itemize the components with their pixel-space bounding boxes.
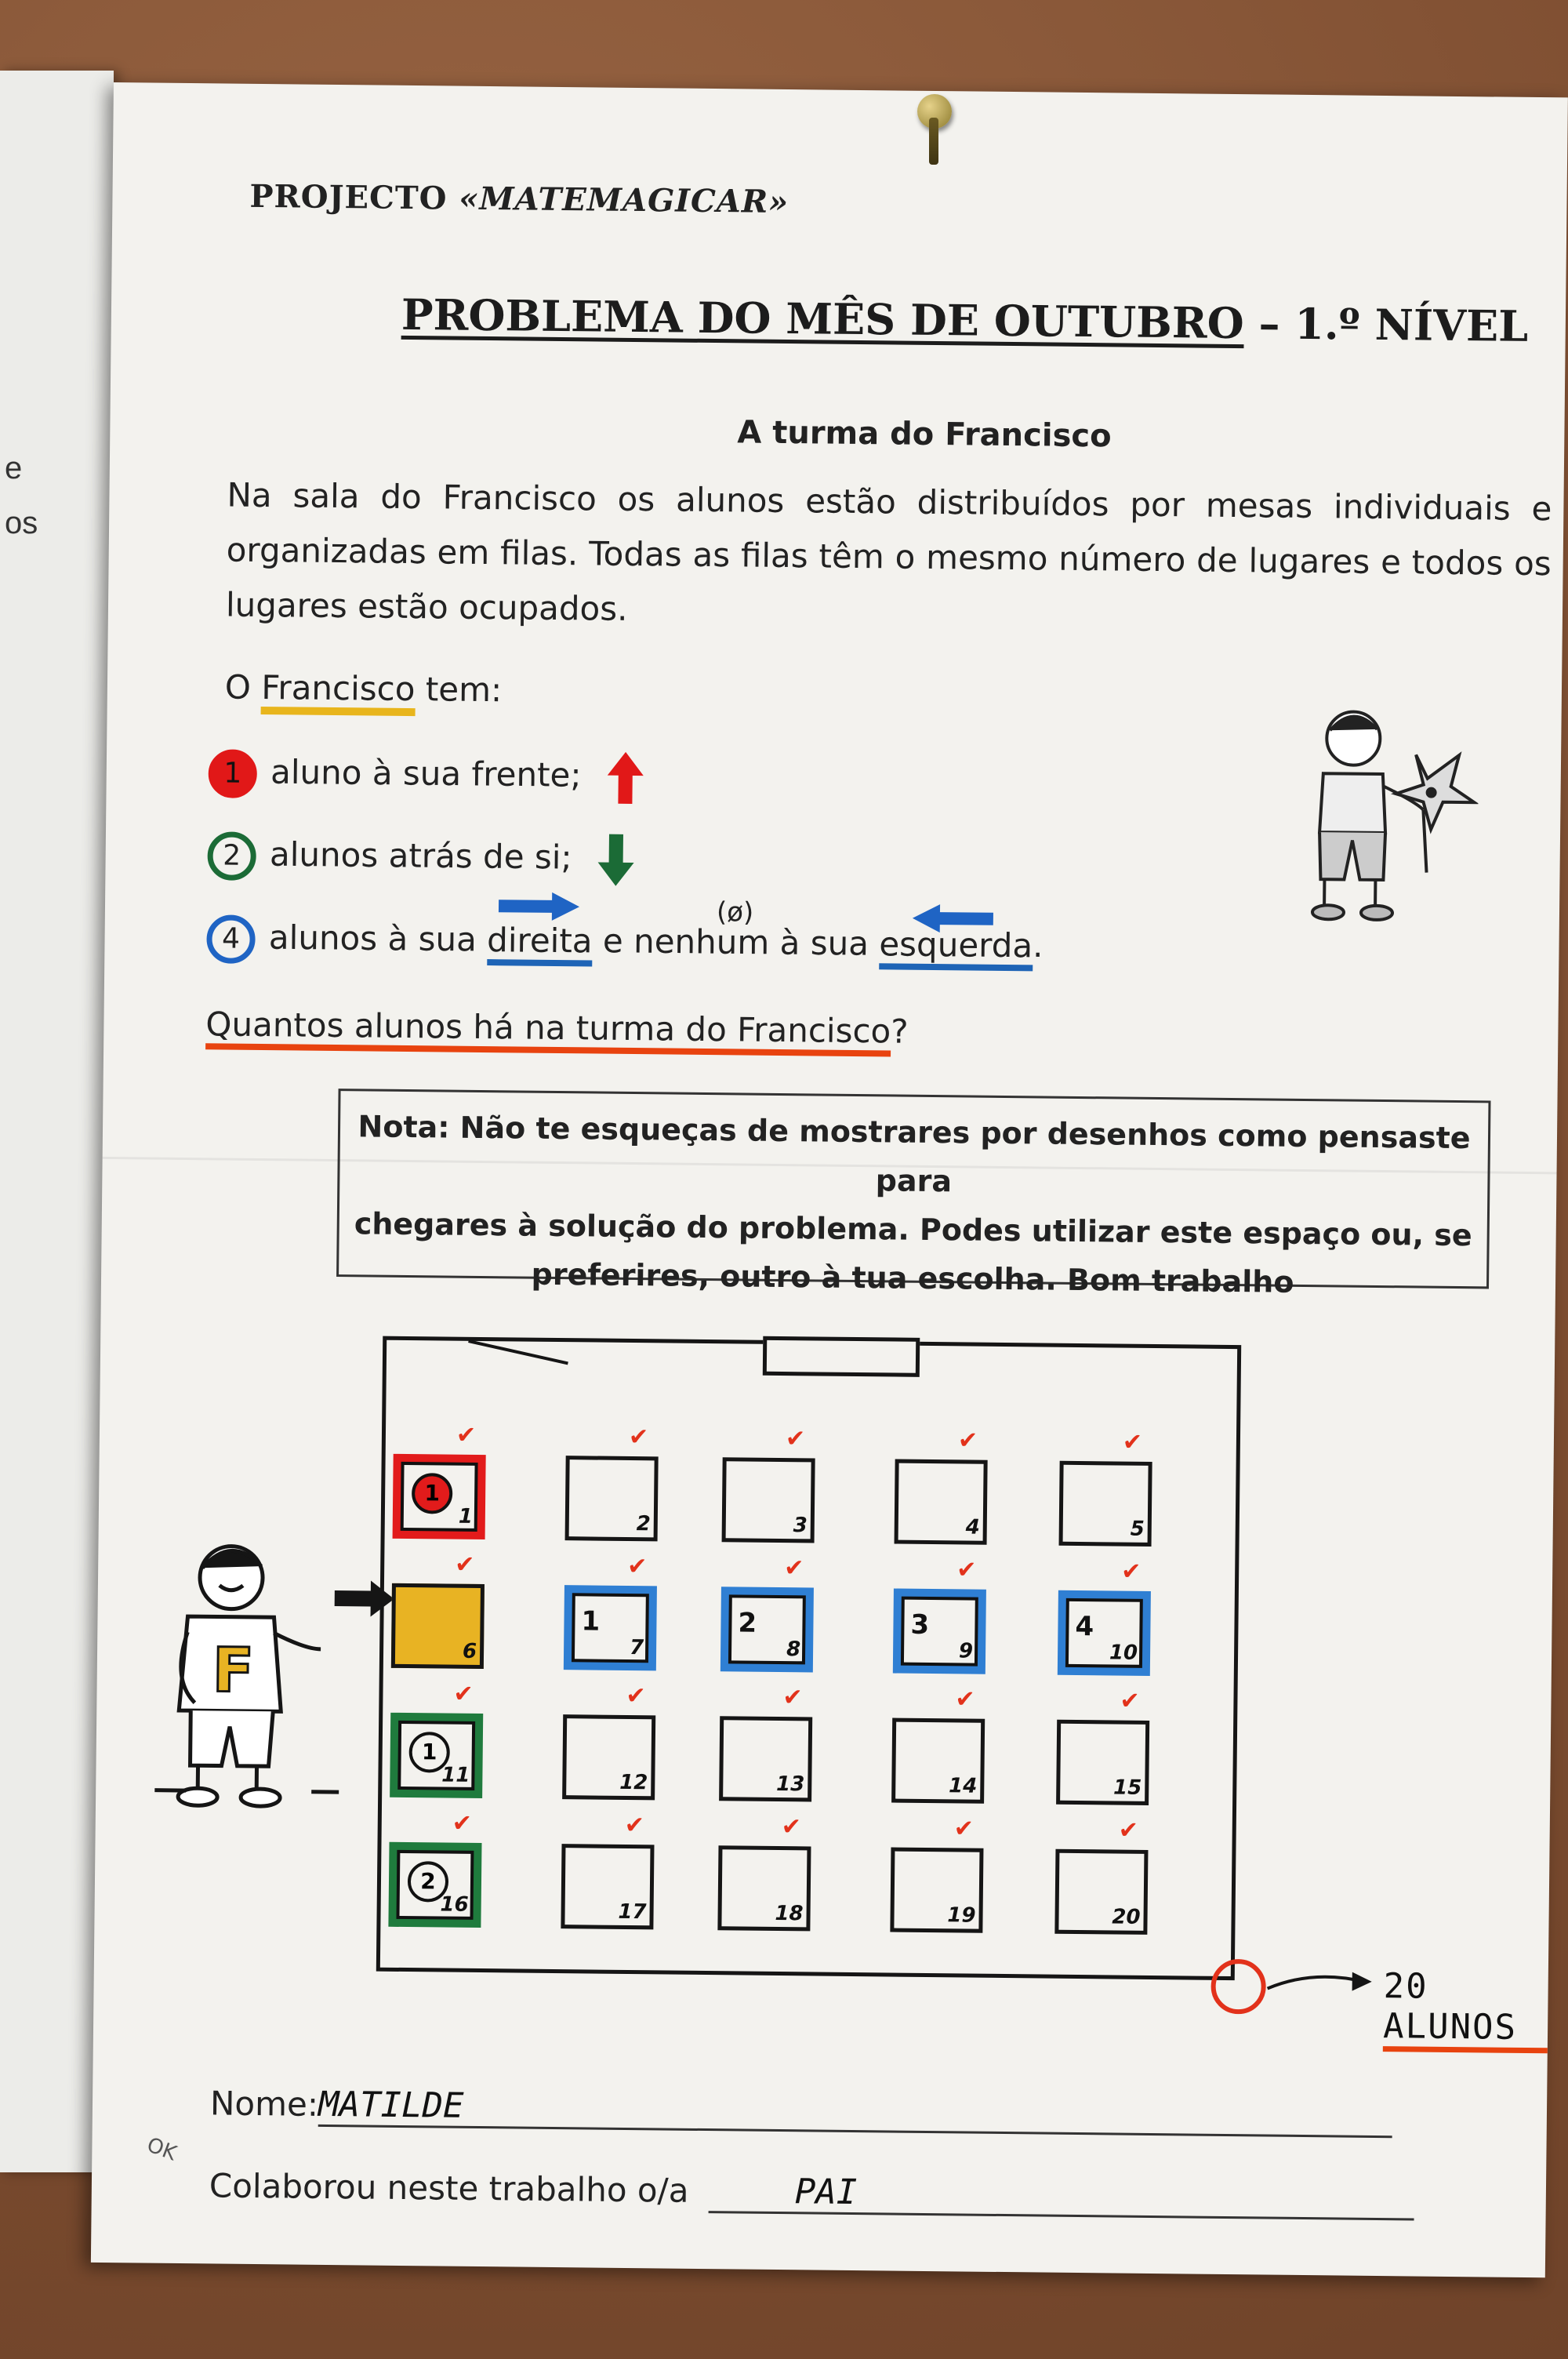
collaborator-value: PAI — [794, 2172, 858, 2213]
desk-number: 12 — [619, 1770, 648, 1795]
clue-behind — [207, 828, 636, 888]
collaborator-field[interactable] — [709, 2171, 1415, 2220]
left-sheet-fragment: e — [5, 451, 23, 485]
clue-front-text: aluno à sua frente; — [260, 752, 582, 794]
clue-front-number-circle: 1 — [208, 749, 257, 798]
name-field[interactable] — [318, 2085, 1392, 2138]
clue-right-direita: direita — [487, 921, 593, 966]
check-mark-icon: ✔ — [782, 1684, 803, 1712]
boy-with-pinwheel-illustration — [1297, 699, 1479, 928]
desk — [895, 1459, 988, 1545]
desk-number: 14 — [948, 1774, 978, 1798]
check-mark-icon: ✔ — [455, 1550, 475, 1579]
desk-number: 10 — [1109, 1641, 1138, 1665]
desk-number: 17 — [618, 1899, 647, 1925]
check-mark-icon: ✔ — [1118, 1816, 1139, 1845]
check-mark-icon: ✔ — [955, 1685, 975, 1714]
check-mark-icon: ✔ — [1121, 1558, 1142, 1586]
question-text: Quantos alunos há na turma do Francisco — [205, 1005, 891, 1056]
check-mark-icon: ✔ — [452, 1809, 473, 1837]
project-prefix: PROJECTO — [249, 177, 459, 217]
project-name: «MATEMAGICAR» — [459, 180, 789, 221]
clue-right-end: . — [1032, 925, 1044, 965]
note-line-1: Nota: Não te esqueças de mostrares por desenhos como pensaste para — [358, 1109, 1471, 1199]
question — [205, 1005, 909, 1050]
name-line — [210, 2083, 1393, 2138]
check-mark-icon: ✔ — [785, 1425, 806, 1453]
check-mark-icon: ✔ — [456, 1421, 477, 1449]
note-box — [336, 1089, 1490, 1299]
desk-number: 16 — [440, 1892, 469, 1917]
desk — [1059, 1461, 1152, 1547]
answer-desk-circle — [1210, 1959, 1266, 2015]
desk-number: 3 — [793, 1514, 808, 1538]
arrow-up-icon — [606, 751, 646, 806]
intro-line — [225, 668, 503, 710]
clue-right-text1: alunos à sua — [258, 918, 488, 959]
desk-number: 7 — [629, 1636, 644, 1660]
clue-right-number-circle: 4 — [206, 914, 256, 964]
clue-right-text2: e nenhum à sua — [592, 921, 880, 963]
check-mark-icon: ✔ — [453, 1680, 474, 1708]
desk — [391, 1583, 485, 1669]
desk-label: 1 — [412, 1473, 453, 1514]
desk — [719, 1716, 812, 1801]
problem-paragraph: Na sala do Francisco os alunos estão distribuídos por mesas individuais e organizadas em filas. Todas as filas têm o mesmo número de lugares e todos os lugares estão ocupados. — [225, 475, 1552, 628]
check-mark-icon: ✔ — [953, 1815, 975, 1843]
check-mark-icon: ✔ — [626, 1681, 646, 1710]
desk — [388, 1842, 481, 1928]
desk-number: 11 — [441, 1763, 470, 1787]
check-mark-icon: ✔ — [781, 1813, 802, 1841]
desk — [890, 1848, 983, 1933]
clue-right-esquerda: esquerda — [879, 925, 1033, 971]
desk — [561, 1844, 654, 1929]
question-mark: ? — [891, 1012, 909, 1051]
name-label: Nome: — [209, 2084, 319, 2124]
shirt-letter: F — [212, 1635, 255, 1707]
note-line-3: preferires, outro à tua escolha. Bom trabalho — [531, 1256, 1294, 1299]
answer-text: 20 ALUNOS — [1383, 1966, 1548, 2053]
desk-number: 4 — [965, 1515, 980, 1539]
desk — [722, 1457, 815, 1543]
clue-front — [208, 746, 645, 805]
check-mark-icon: ✔ — [1122, 1428, 1143, 1456]
intro-name-highlight: Francisco — [261, 668, 416, 716]
desk — [717, 1845, 811, 1931]
desk-number: 6 — [462, 1639, 477, 1663]
desk — [393, 1454, 486, 1539]
desk-label: 1 — [581, 1605, 601, 1637]
francisco-boy-illustration — [154, 1530, 346, 1814]
desk-number: 13 — [775, 1772, 805, 1797]
desk-number: 8 — [786, 1637, 801, 1662]
check-mark-icon: ✔ — [628, 1423, 649, 1452]
clue-right — [206, 914, 1044, 972]
desk-number: 18 — [775, 1901, 804, 1926]
desk-label: 3 — [910, 1608, 930, 1641]
left-sheet-fragment: os — [5, 506, 38, 540]
desk-number: 5 — [1130, 1517, 1145, 1541]
margin-note: OK — [143, 2133, 180, 2166]
title-level: – 1.º NÍVEL — [1243, 298, 1529, 351]
collaborator-label: Colaborou neste trabalho o/a — [209, 2166, 689, 2210]
desk-label: 2 — [408, 1861, 449, 1903]
intro-rest: tem: — [415, 670, 503, 710]
collaborator-line — [209, 2165, 1414, 2220]
desk-label: 4 — [1075, 1610, 1094, 1643]
name-value: MATILDE — [318, 2084, 464, 2126]
pushpin-stem — [929, 118, 938, 165]
desk-number: 19 — [947, 1903, 976, 1928]
clue-behind-number-circle: 2 — [207, 831, 256, 881]
check-mark-icon: ✔ — [627, 1552, 648, 1581]
check-mark-icon: ✔ — [956, 1556, 977, 1584]
desk — [562, 1714, 655, 1800]
arrow-down-icon — [597, 833, 637, 889]
answer-arrow-icon — [1265, 1965, 1376, 2005]
check-mark-icon: ✔ — [784, 1554, 804, 1583]
desk-number: 1 — [458, 1504, 474, 1528]
desk — [1058, 1590, 1151, 1676]
desk — [390, 1713, 483, 1798]
worksheet-paper — [91, 82, 1568, 2277]
zero-annotation: (ø) — [716, 896, 754, 929]
desk — [891, 1718, 985, 1804]
check-mark-icon: ✔ — [957, 1427, 978, 1455]
desk-number: 20 — [1112, 1905, 1141, 1929]
desk — [1056, 1720, 1149, 1805]
classroom-board-drawing — [763, 1336, 920, 1377]
desk-number: 15 — [1112, 1776, 1142, 1800]
desk — [893, 1589, 986, 1674]
desk — [720, 1587, 814, 1672]
desk-number: 9 — [958, 1639, 974, 1663]
page-title — [401, 289, 1529, 351]
desk-label: 2 — [738, 1607, 757, 1639]
problem-subtitle: A turma do Francisco — [737, 414, 1112, 455]
title-main: PROBLEMA DO MÊS DE OUTUBRO — [401, 289, 1245, 349]
desk — [565, 1456, 659, 1541]
desk — [564, 1585, 657, 1670]
check-mark-icon: ✔ — [624, 1811, 645, 1840]
check-mark-icon: ✔ — [1120, 1687, 1140, 1715]
project-header — [249, 178, 789, 220]
note-line-2: chegares à solução do problema. Podes utilizar este espaço ou, se — [354, 1206, 1472, 1253]
clue-behind-text: alunos atrás de si; — [259, 834, 572, 877]
desk-label: 1 — [408, 1732, 450, 1773]
desk-number: 2 — [636, 1512, 651, 1536]
desk — [1054, 1849, 1148, 1935]
intro-o: O — [224, 667, 262, 707]
